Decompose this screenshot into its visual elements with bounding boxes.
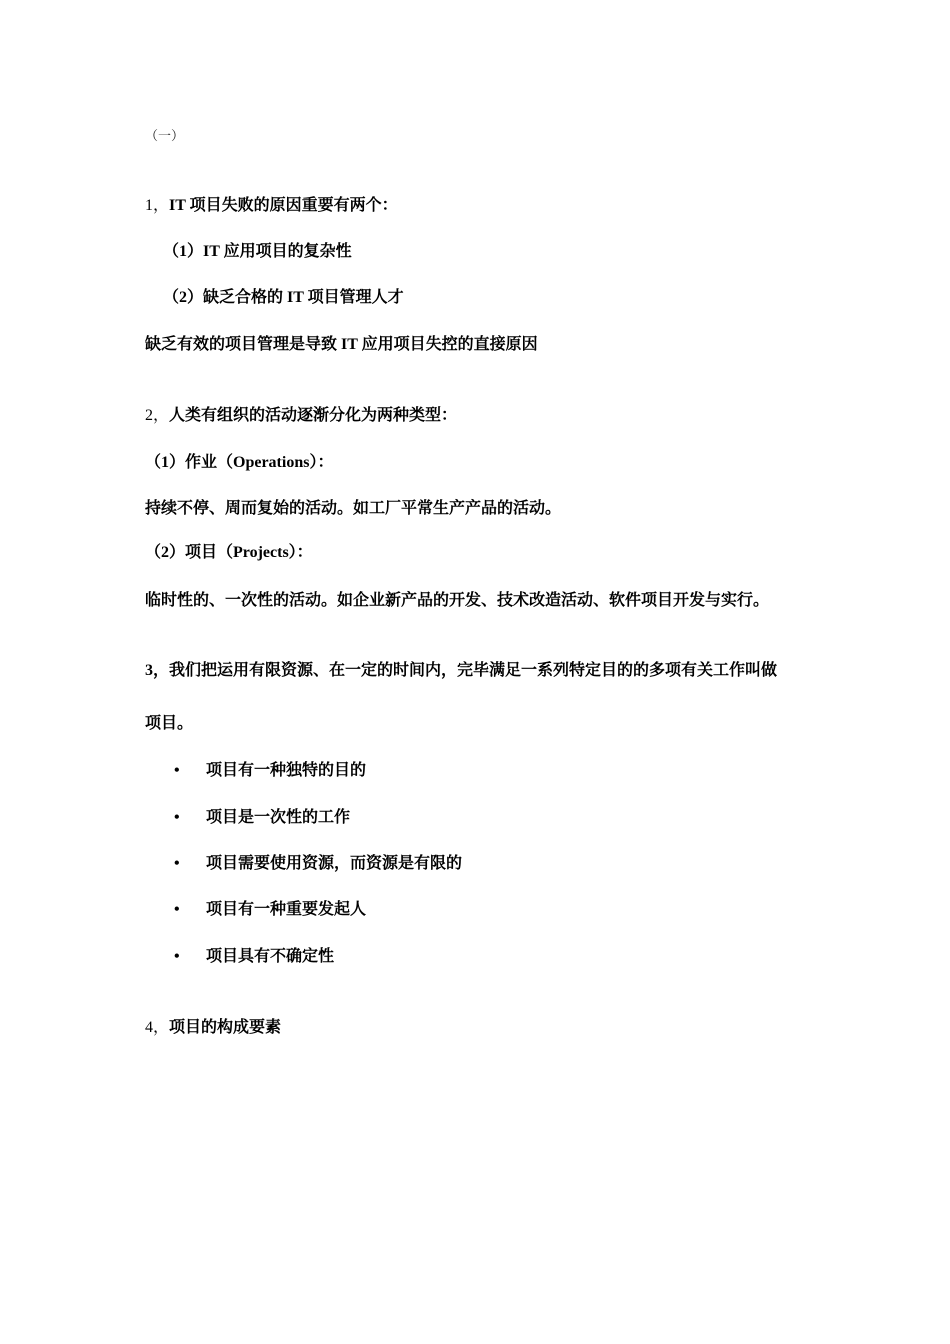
section-4-title: 项目的构成要素	[169, 1019, 282, 1036]
section-1-heading	[145, 195, 398, 217]
list-item: 项目需要使用资源，而资源是有限的	[206, 855, 463, 872]
bullet-icon: •	[174, 762, 180, 779]
section-3-definition-end: 项目。	[145, 715, 194, 732]
list-item: 项目有一种独特的目的	[206, 762, 367, 779]
list-item: 项目具有不确定性	[206, 948, 335, 965]
bullet-icon: •	[174, 901, 180, 918]
list-item: 项目有一种重要发起人	[206, 901, 367, 918]
section-2-heading	[145, 405, 457, 427]
type-2-label: （2）项目（Projects）：	[145, 544, 313, 561]
bullet-icon: •	[174, 948, 180, 965]
reason-2: （2）缺乏合格的 IT 项目管理人才	[163, 289, 404, 306]
section-2-number: 2，	[145, 407, 170, 424]
bullet-icon: •	[174, 855, 180, 872]
reason-1: （1）IT 应用项目的复杂性	[163, 243, 352, 260]
type-1-description: 持续不停、周而复始的活动。如工厂平常生产产品的活动。	[145, 500, 562, 517]
section-4-heading	[145, 1017, 281, 1039]
section-1-conclusion: 缺乏有效的项目管理是导致 IT 应用项目失控的直接原因	[145, 336, 538, 353]
section-mark: （一）	[145, 128, 185, 143]
section-4-number: 4，	[145, 1019, 170, 1036]
type-1-label: （1）作业（Operations）：	[145, 454, 334, 471]
type-2-description: 临时性的、一次性的活动。如企业新产品的开发、技术改造活动、软件项目开发与实行。	[145, 592, 770, 609]
section-1-number: 1，	[145, 197, 170, 214]
list-item: 项目是一次性的工作	[206, 809, 351, 826]
bullet-icon: •	[174, 809, 180, 826]
section-1-title: IT 项目失败的原因重要有两个：	[169, 197, 398, 214]
section-2-title: 人类有组织的活动逐渐分化为两种类型：	[169, 407, 458, 424]
section-3-definition: 3，我们把运用有限资源、在一定的时间内，完毕满足一系列特定目的的多项有关工作叫做	[145, 662, 778, 679]
